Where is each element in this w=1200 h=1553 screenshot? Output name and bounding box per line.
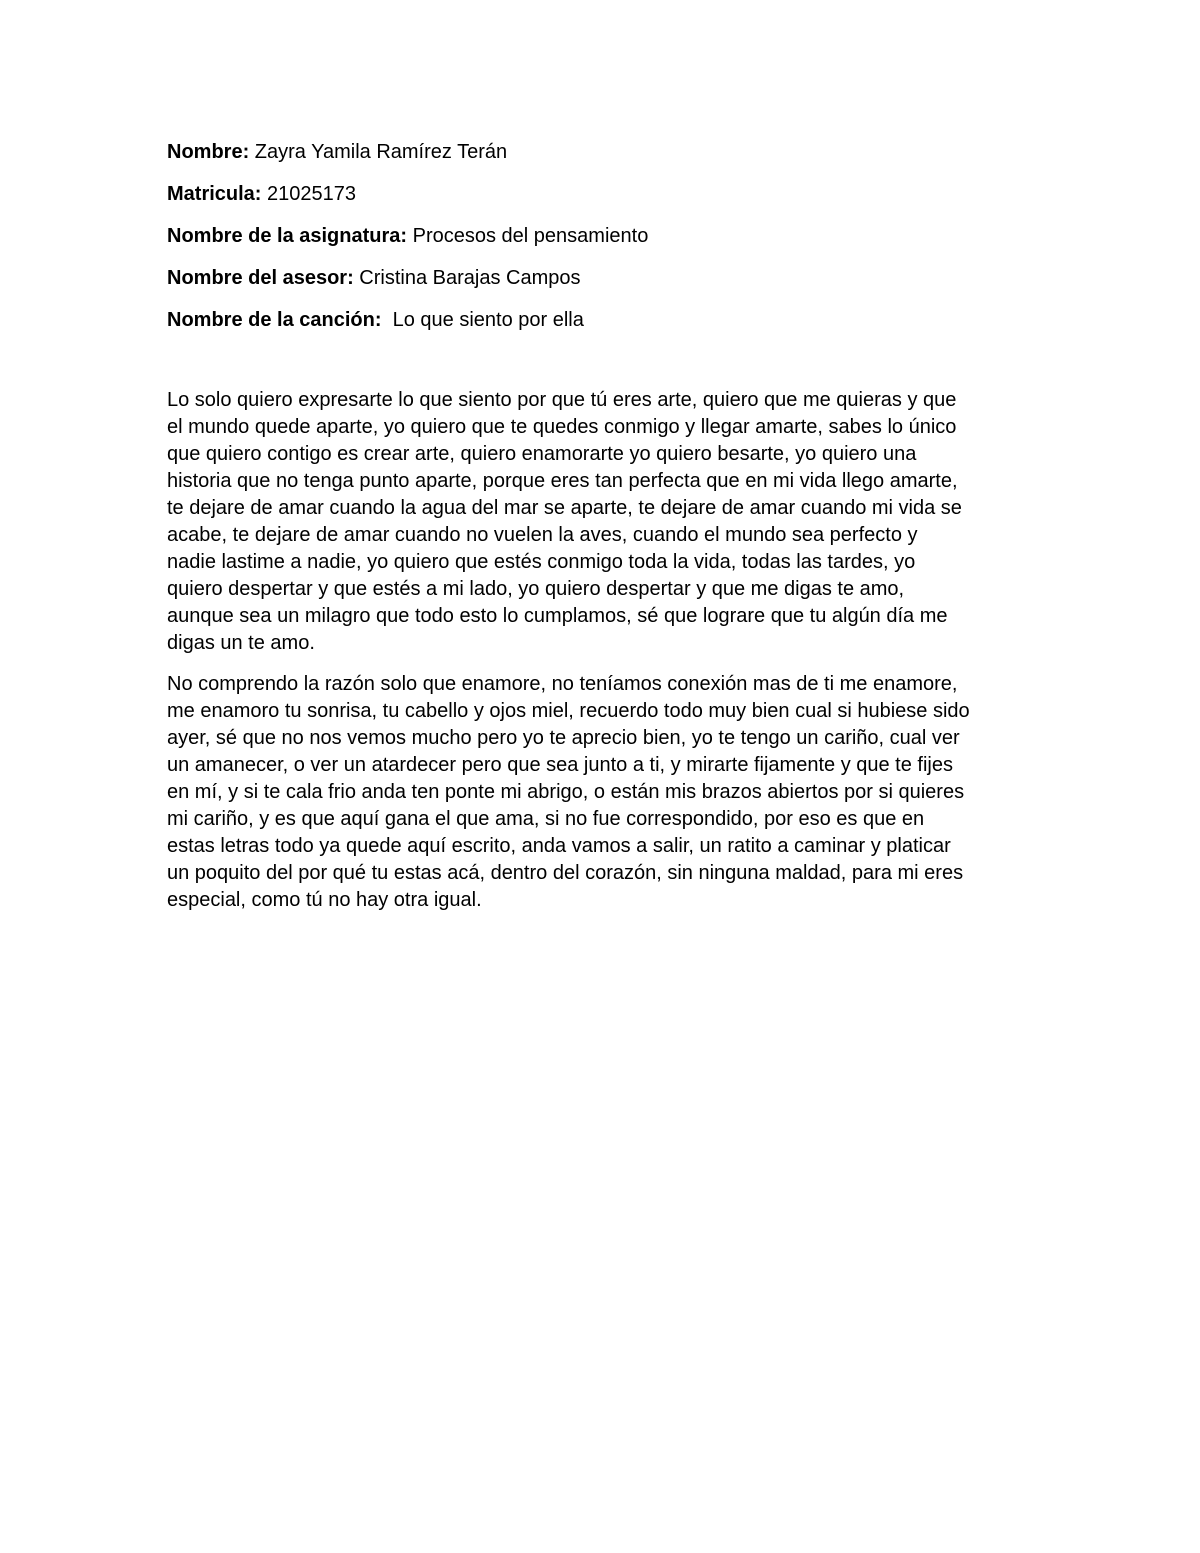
field-label: Matricula: xyxy=(167,183,262,205)
text-line: nadie lastime a nadie, yo quiero que estés conmigo toda la vida, todas las tardes, yo xyxy=(167,551,916,573)
text-line: te dejare de amar cuando la agua del mar se aparte, te dejare de amar cuando mi vida se xyxy=(167,497,962,519)
text-line: ayer, sé que no nos vemos mucho pero yo te aprecio bien, yo te tengo un cariño, cual ver xyxy=(167,727,960,749)
field-label: Nombre: xyxy=(167,141,250,163)
text-line: en mí, y si te cala frio anda ten ponte mi abrigo, o están mis brazos abiertos por si quieres xyxy=(167,781,965,803)
field-value: Lo que siento por ella xyxy=(387,309,584,331)
text-line: mi cariño, y es que aquí gana el que ama, si no fue correspondido, por eso es que en xyxy=(167,808,925,830)
text-line: historia que no tenga punto aparte, porque eres tan perfecta que en mi vida llego amarte, xyxy=(167,470,958,492)
field-value: Procesos del pensamiento xyxy=(412,225,649,247)
text-line: que quiero contigo es crear arte, quiero enamorarte yo quiero besarte, yo quiero una xyxy=(167,443,917,465)
field-nombre xyxy=(167,140,1037,164)
field-asignatura xyxy=(167,224,1037,248)
lyrics-body xyxy=(167,387,1037,914)
field-label: Nombre de la canción: xyxy=(167,309,382,331)
field-value: Cristina Barajas Campos xyxy=(359,267,581,289)
field-label: Nombre de la asignatura: xyxy=(167,225,408,247)
text-line: digas un te amo. xyxy=(167,632,315,654)
text-line: No comprendo la razón solo que enamore, no teníamos conexión mas de ti me enamore, xyxy=(167,673,958,695)
field-cancion xyxy=(167,308,1037,332)
field-value: Zayra Yamila Ramírez Terán xyxy=(254,141,508,163)
field-value: 21025173 xyxy=(267,183,357,205)
lyrics-paragraph-1 xyxy=(167,387,1037,657)
text-line: el mundo quede aparte, yo quiero que te quedes conmigo y llegar amarte, sabes lo único xyxy=(167,416,957,438)
text-line: especial, como tú no hay otra igual. xyxy=(167,889,482,911)
text-line: aunque sea un milagro que todo esto lo cumplamos, sé que lograre que tu algún día me xyxy=(167,605,948,627)
field-label: Nombre del asesor: xyxy=(167,267,354,289)
text-line: un amanecer, o ver un atardecer pero que sea junto a ti, y mirarte fijamente y que te fijes xyxy=(167,754,953,776)
text-line: Lo solo quiero expresarte lo que siento por que tú eres arte, quiero que me quieras y que xyxy=(167,389,957,411)
text-line: estas letras todo ya quede aquí escrito, anda vamos a salir, un ratito a caminar y platicar xyxy=(167,835,951,857)
field-asesor xyxy=(167,266,1037,290)
text-line: acabe, te dejare de amar cuando no vuelen la aves, cuando el mundo sea perfecto y xyxy=(167,524,918,546)
text-line: quiero despertar y que estés a mi lado, yo quiero despertar y que me digas te amo, xyxy=(167,578,905,600)
text-line: un poquito del por qué tu estas acá, dentro del corazón, sin ninguna maldad, para mi eres xyxy=(167,862,964,884)
text-line: me enamoro tu sonrisa, tu cabello y ojos miel, recuerdo todo muy bien cual si hubiese sido xyxy=(167,700,970,722)
field-matricula xyxy=(167,182,1037,206)
lyrics-paragraph-2 xyxy=(167,671,1037,914)
document-content xyxy=(167,140,1037,928)
